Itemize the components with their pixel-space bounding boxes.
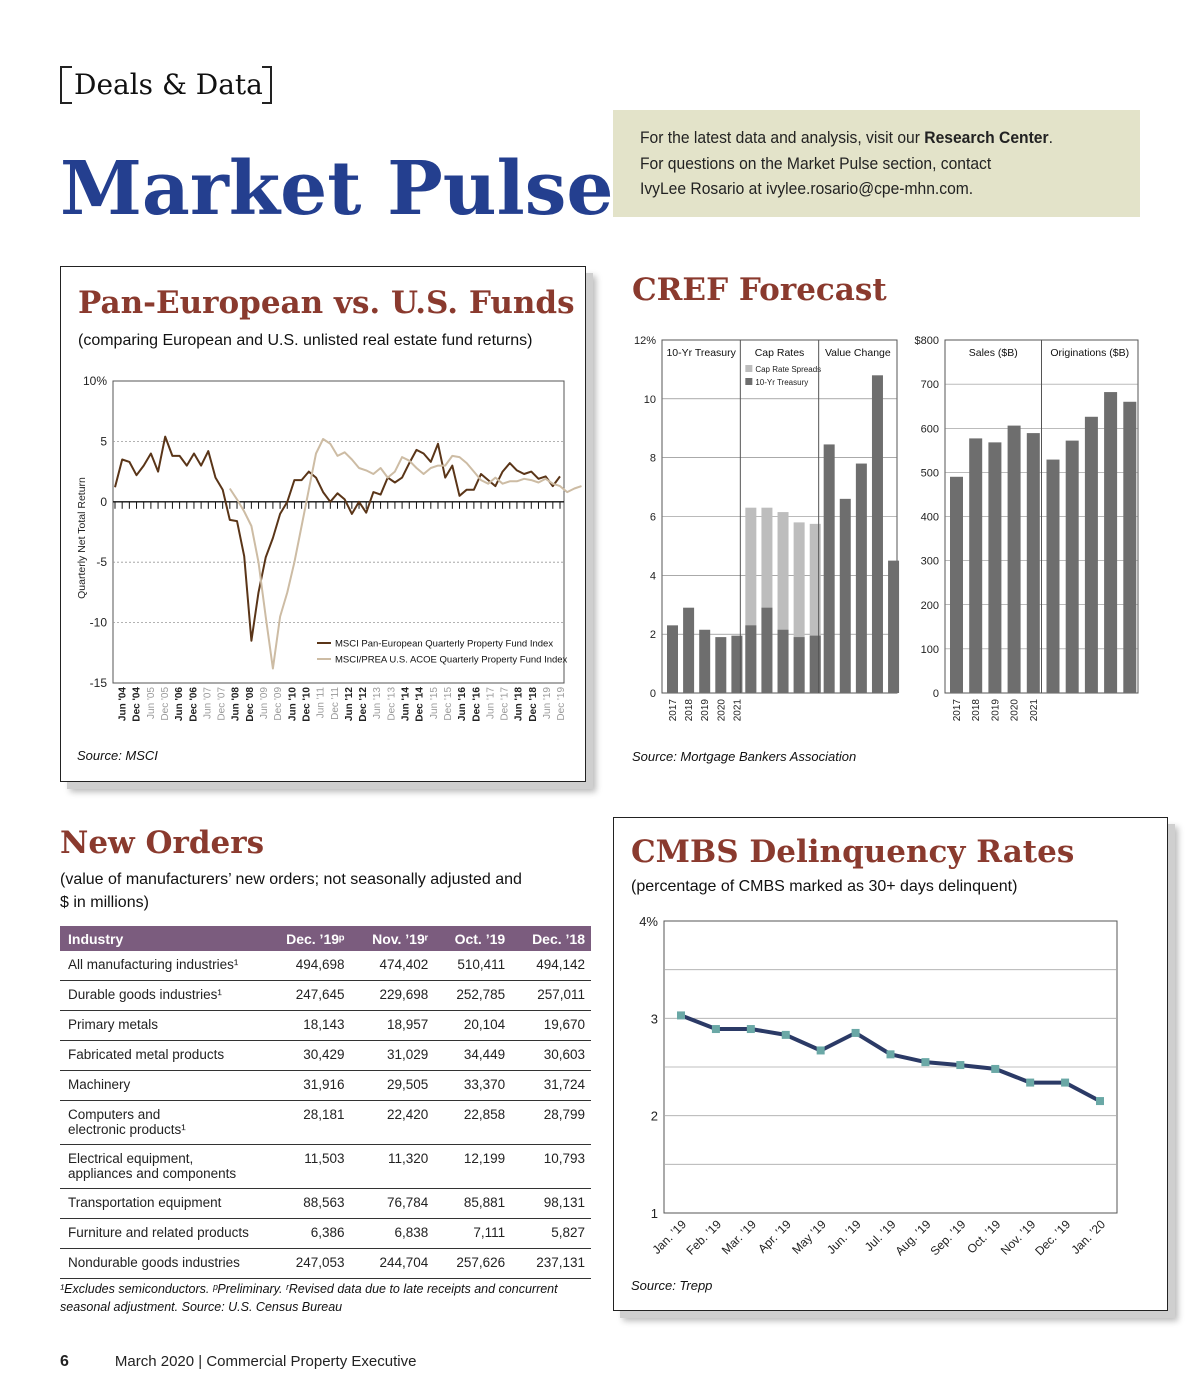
- industry-cell: [60, 1101, 264, 1145]
- industry-cell: [60, 951, 264, 981]
- value-cell: 18,143: [264, 1011, 351, 1041]
- x-tick-label: May ’19: [789, 1217, 829, 1257]
- industry-cell: [60, 1219, 264, 1249]
- industry-label: Furniture and related products: [68, 1225, 249, 1240]
- industry-cell: [60, 1145, 264, 1189]
- legend-label: MSCI Pan-European Quarterly Property Fund Index: [335, 638, 554, 650]
- x-tick-label: Jan. ’20: [1068, 1217, 1109, 1257]
- info-box: [613, 110, 1140, 217]
- y-tick-label: 10: [643, 393, 656, 406]
- section-label-text: Deals & Data: [74, 68, 263, 101]
- industry-cell: [60, 981, 264, 1011]
- x-tick-label: 2021: [732, 699, 744, 722]
- value-cell: 7,111: [434, 1219, 511, 1249]
- x-tick-label: Dec '13: [386, 687, 398, 721]
- table-row: [60, 1249, 591, 1279]
- industry-cell: [60, 1249, 264, 1279]
- industry-label-line2: electronic products¹: [68, 1122, 186, 1137]
- x-tick-label: Jun '06: [174, 687, 186, 722]
- value-cell: 12,199: [434, 1145, 511, 1189]
- y-tick-label: 2: [649, 629, 656, 642]
- industry-label: Durable goods industries¹: [68, 987, 222, 1002]
- footnote-line: ¹Excludes semiconductors. ᵖPreliminary. ʳRevised data due to late receipts and concurrent: [60, 1282, 558, 1296]
- x-tick-label: Aug. ’19: [892, 1217, 934, 1259]
- x-tick-label: 2020: [1009, 699, 1021, 722]
- bar: [1085, 417, 1098, 693]
- treasury-bar: [761, 608, 772, 693]
- cref-source: Source: Mortgage Bankers Association: [632, 749, 857, 764]
- x-tick-label: Dec '14: [414, 687, 426, 722]
- y-tick-label: -5: [96, 555, 107, 570]
- x-tick-label: Apr. ’19: [755, 1217, 794, 1256]
- y-tick-label: 1: [650, 1206, 658, 1221]
- data-point: [1061, 1079, 1069, 1087]
- table-row: [60, 1189, 591, 1219]
- y-tick-label: $800: [914, 335, 939, 347]
- value-cell: 494,142: [511, 951, 591, 981]
- x-tick-label: Mar. ’19: [718, 1217, 759, 1258]
- cmbs-subtitle: (percentage of CMBS marked as 30+ days delinquent): [631, 878, 1018, 895]
- cmbs-title: CMBS Delinquency Rates: [631, 834, 1075, 870]
- value-cell: 33,370: [434, 1071, 511, 1101]
- industry-cell: [60, 1011, 264, 1041]
- table-header-row: [60, 926, 591, 951]
- table-row: [60, 1041, 591, 1071]
- x-tick-label: Jun '19: [542, 687, 553, 719]
- data-point: [817, 1046, 825, 1054]
- bar: [856, 464, 867, 693]
- value-cell: 6,386: [264, 1219, 351, 1249]
- x-tick-label: Sep. ’19: [927, 1217, 969, 1259]
- value-cell: 88,563: [264, 1189, 351, 1219]
- value-cell: 257,011: [511, 981, 591, 1011]
- data-point: [677, 1011, 685, 1019]
- x-tick-label: Jun '14: [400, 687, 412, 722]
- y-tick-label: 8: [649, 452, 656, 465]
- y-tick-label: -10: [89, 615, 107, 630]
- y-tick-label: 0: [932, 688, 939, 700]
- section-label: [60, 66, 272, 104]
- x-tick-label: 2017: [952, 699, 963, 722]
- bar: [969, 438, 982, 693]
- industry-label: Transportation equipment: [68, 1195, 222, 1210]
- panel-label: Value Change: [824, 347, 891, 359]
- legend-label: 10-Yr Treasury: [755, 378, 809, 387]
- y-tick-label: 200: [920, 599, 939, 612]
- panel-label: 10-Yr Treasury: [666, 347, 736, 359]
- y-tick-label: 0: [100, 494, 107, 509]
- bar: [1008, 426, 1021, 693]
- bar: [667, 625, 678, 693]
- bar: [872, 375, 883, 693]
- y-tick-label: 2: [650, 1108, 658, 1124]
- new-orders-title: New Orders: [60, 825, 265, 861]
- value-cell: 31,724: [511, 1071, 591, 1101]
- table-row: [60, 1219, 591, 1249]
- bar: [888, 561, 899, 693]
- y-tick-label: 4: [649, 570, 656, 583]
- data-point: [921, 1058, 929, 1066]
- page-number: 6: [60, 1353, 69, 1370]
- x-tick-label: Dec '12: [358, 687, 370, 722]
- treasury-bar: [745, 625, 756, 693]
- x-tick-label: Dec. ’19: [1032, 1217, 1074, 1259]
- industry-cell: [60, 1041, 264, 1071]
- value-cell: 19,670: [511, 1011, 591, 1041]
- y-tick-label: 700: [920, 379, 939, 392]
- value-cell: 5,827: [511, 1219, 591, 1249]
- legend-label: Cap Rate Spreads: [755, 365, 822, 374]
- y-tick-label: 6: [649, 511, 656, 524]
- pan-european-chart: [61, 367, 585, 747]
- data-point: [712, 1025, 720, 1033]
- info-line-1: For the latest data and analysis, visit our Research Center.: [640, 128, 1053, 147]
- value-cell: 229,698: [351, 981, 435, 1011]
- value-cell: 510,411: [434, 951, 511, 981]
- industry-label: All manufacturing industries¹: [68, 957, 239, 972]
- pan-european-title: Pan-European vs. U.S. Funds: [78, 285, 575, 321]
- bar: [1027, 433, 1040, 693]
- value-cell: 20,104: [434, 1011, 511, 1041]
- table-row: [60, 1011, 591, 1041]
- value-cell: 257,626: [434, 1249, 511, 1279]
- value-cell: 31,916: [264, 1071, 351, 1101]
- x-tick-label: Jun '11: [315, 687, 327, 719]
- legend-swatch: [745, 378, 752, 385]
- x-tick-label: Jun. ’19: [824, 1217, 864, 1257]
- value-cell: 474,402: [351, 951, 435, 981]
- bar: [699, 630, 710, 693]
- x-tick-label: Oct. ’19: [964, 1217, 1004, 1257]
- column-header: Dec. ’19ᵖ: [264, 926, 351, 951]
- y-tick-label: 4%: [639, 914, 658, 929]
- new-orders-subtitle-2: $ in millions): [60, 894, 149, 911]
- new-orders-table: [60, 926, 591, 1279]
- value-cell: 76,784: [351, 1189, 435, 1219]
- bar: [715, 637, 726, 693]
- bar: [840, 499, 851, 693]
- x-tick-label: Dec '09: [273, 687, 285, 721]
- data-point: [1026, 1079, 1034, 1087]
- x-tick-label: Dec '18: [527, 687, 539, 722]
- value-cell: 22,858: [434, 1101, 511, 1145]
- legend-swatch: [745, 365, 752, 372]
- pan-european-subtitle: (comparing European and U.S. unlisted real estate fund returns): [78, 332, 533, 349]
- column-header: Nov. ’19ʳ: [351, 926, 435, 951]
- x-tick-label: Jun '09: [259, 687, 270, 719]
- x-tick-label: 2021: [1028, 699, 1040, 722]
- column-header: Industry: [60, 926, 264, 951]
- value-cell: 22,420: [351, 1101, 435, 1145]
- panel-label: Originations ($B): [1050, 347, 1130, 359]
- x-tick-label: 2020: [716, 699, 728, 722]
- data-point: [852, 1029, 860, 1037]
- value-cell: 10,793: [511, 1145, 591, 1189]
- cmbs-panel: [613, 817, 1168, 1311]
- value-cell: 98,131: [511, 1189, 591, 1219]
- table-row: [60, 1071, 591, 1101]
- x-tick-label: Jun '12: [343, 687, 355, 722]
- y-tick-label: 300: [920, 555, 939, 568]
- y-tick-label: 5: [100, 434, 107, 449]
- value-cell: 34,449: [434, 1041, 511, 1071]
- bar: [950, 477, 963, 693]
- page-footer: [60, 1353, 416, 1371]
- value-cell: 252,785: [434, 981, 511, 1011]
- x-tick-label: Dec '04: [131, 687, 143, 722]
- x-tick-label: Jun '17: [485, 687, 497, 719]
- legend-label: MSCI/PREA U.S. ACOE Quarterly Property Fund Index: [335, 654, 568, 666]
- bar: [1104, 392, 1117, 693]
- y-tick-label: 3: [650, 1011, 658, 1027]
- info-line-3: IvyLee Rosario at ivylee.rosario@cpe-mhn.com.: [640, 179, 974, 198]
- industry-cell: [60, 1189, 264, 1219]
- y-tick-label: -15: [89, 676, 107, 690]
- table-row: [60, 1145, 591, 1189]
- x-tick-label: Jun '13: [372, 687, 384, 719]
- value-cell: 85,881: [434, 1189, 511, 1219]
- bar: [683, 608, 694, 693]
- industry-label: Fabricated metal products: [68, 1047, 225, 1062]
- x-tick-label: Jul. ’19: [861, 1217, 899, 1255]
- value-cell: 18,957: [351, 1011, 435, 1041]
- x-tick-label: Jun '07: [202, 687, 214, 719]
- value-cell: 244,704: [351, 1249, 435, 1279]
- column-header: Oct. ’19: [434, 926, 511, 951]
- value-cell: 30,429: [264, 1041, 351, 1071]
- x-tick-label: Dec '16: [471, 687, 483, 722]
- y-tick-label: 100: [920, 643, 939, 656]
- x-tick-label: Dec '06: [188, 687, 200, 722]
- value-cell: 31,029: [351, 1041, 435, 1071]
- y-tick-label: 12%: [633, 335, 656, 347]
- bar: [824, 444, 835, 693]
- x-tick-label: Jun '16: [457, 687, 469, 722]
- value-cell: 28,799: [511, 1101, 591, 1145]
- bar: [1123, 402, 1136, 693]
- x-tick-label: Nov. ’19: [997, 1217, 1039, 1258]
- x-tick-label: Dec '19: [556, 687, 568, 721]
- x-tick-label: Dec '11: [329, 687, 341, 720]
- data-point: [1096, 1097, 1104, 1105]
- x-tick-label: Jun '05: [145, 687, 157, 719]
- x-tick-label: Jun '08: [230, 687, 242, 722]
- cmbs-source: Source: Trepp: [631, 1278, 713, 1293]
- y-tick-label: 10%: [82, 374, 107, 388]
- x-tick-label: Jun '04: [117, 687, 129, 722]
- info-line-2: For questions on the Market Pulse section, contact: [640, 154, 992, 173]
- y-tick-label: 500: [920, 467, 939, 480]
- x-tick-label: Jun '18: [513, 687, 525, 722]
- cmbs-chart: [614, 906, 1167, 1274]
- data-point: [782, 1031, 790, 1039]
- data-point: [887, 1050, 895, 1058]
- x-tick-label: Jan. ’19: [649, 1217, 690, 1257]
- y-tick-label: 600: [920, 423, 939, 436]
- value-cell: 494,698: [264, 951, 351, 981]
- data-point: [991, 1065, 999, 1073]
- value-cell: 29,505: [351, 1071, 435, 1101]
- value-cell: 6,838: [351, 1219, 435, 1249]
- treasury-bar: [778, 630, 789, 693]
- research-center-link[interactable]: Research Center: [924, 128, 1049, 147]
- page-title: Market Pulse: [60, 146, 614, 232]
- data-point: [956, 1061, 964, 1069]
- value-cell: 247,053: [264, 1249, 351, 1279]
- x-tick-label: Jun '10: [287, 687, 299, 722]
- x-tick-label: Dec '17: [499, 687, 511, 721]
- panel-label: Sales ($B): [968, 347, 1018, 359]
- new-orders-subtitle-1: (value of manufacturers’ new orders; not seasonally adjusted and: [60, 871, 522, 888]
- panel-label: Cap Rates: [754, 347, 805, 359]
- publication-info: March 2020 | Commercial Property Executive: [114, 1353, 417, 1370]
- x-tick-label: Dec '10: [301, 687, 313, 722]
- value-cell: 11,320: [351, 1145, 435, 1189]
- x-tick-label: Dec '05: [159, 687, 171, 721]
- value-cell: 11,503: [264, 1145, 351, 1189]
- industry-label: Machinery: [68, 1077, 131, 1092]
- pan-european-source: Source: MSCI: [77, 748, 158, 763]
- industry-label: Nondurable goods industries: [68, 1255, 240, 1270]
- x-tick-label: 2019: [700, 699, 712, 722]
- value-cell: 247,645: [264, 981, 351, 1011]
- table-row: [60, 951, 591, 981]
- y-tick-label: 400: [920, 511, 939, 524]
- cref-title: CREF Forecast: [632, 272, 887, 308]
- cref-chart: [620, 325, 1150, 730]
- y-tick-label: 0: [649, 688, 656, 700]
- treasury-bar: [794, 637, 805, 693]
- value-cell: 237,131: [511, 1249, 591, 1279]
- industry-label: Electrical equipment,: [68, 1151, 194, 1166]
- new-orders-footnote: [60, 1280, 558, 1316]
- x-tick-label: Dec '07: [216, 687, 228, 721]
- bar: [988, 442, 1001, 693]
- table-row: [60, 981, 591, 1011]
- x-tick-label: 2018: [684, 699, 696, 722]
- data-point: [747, 1025, 755, 1033]
- x-tick-label: 2019: [990, 699, 1002, 722]
- column-header: Dec. ’18: [511, 926, 591, 951]
- bar: [1066, 441, 1079, 693]
- industry-label: Computers and: [68, 1107, 161, 1122]
- x-tick-label: Feb. ’19: [683, 1217, 725, 1258]
- footnote-line: seasonal adjustment. Source: U.S. Census Bureau: [60, 1300, 343, 1314]
- table-row: [60, 1101, 591, 1145]
- value-cell: 28,181: [264, 1101, 351, 1145]
- x-tick-label: Jun '15: [428, 687, 440, 719]
- x-tick-label: 2017: [668, 699, 679, 722]
- industry-label: Primary metals: [68, 1017, 159, 1032]
- value-cell: 30,603: [511, 1041, 591, 1071]
- bar: [1047, 460, 1060, 693]
- x-tick-label: 2018: [971, 699, 983, 722]
- pan-european-panel: [60, 266, 586, 782]
- industry-cell: [60, 1071, 264, 1101]
- x-tick-label: Dec '15: [442, 687, 454, 721]
- industry-label-line2: appliances and components: [68, 1166, 237, 1181]
- x-tick-label: Dec '08: [244, 687, 256, 722]
- y-axis-label: Quarterly Net Total Return: [76, 477, 88, 599]
